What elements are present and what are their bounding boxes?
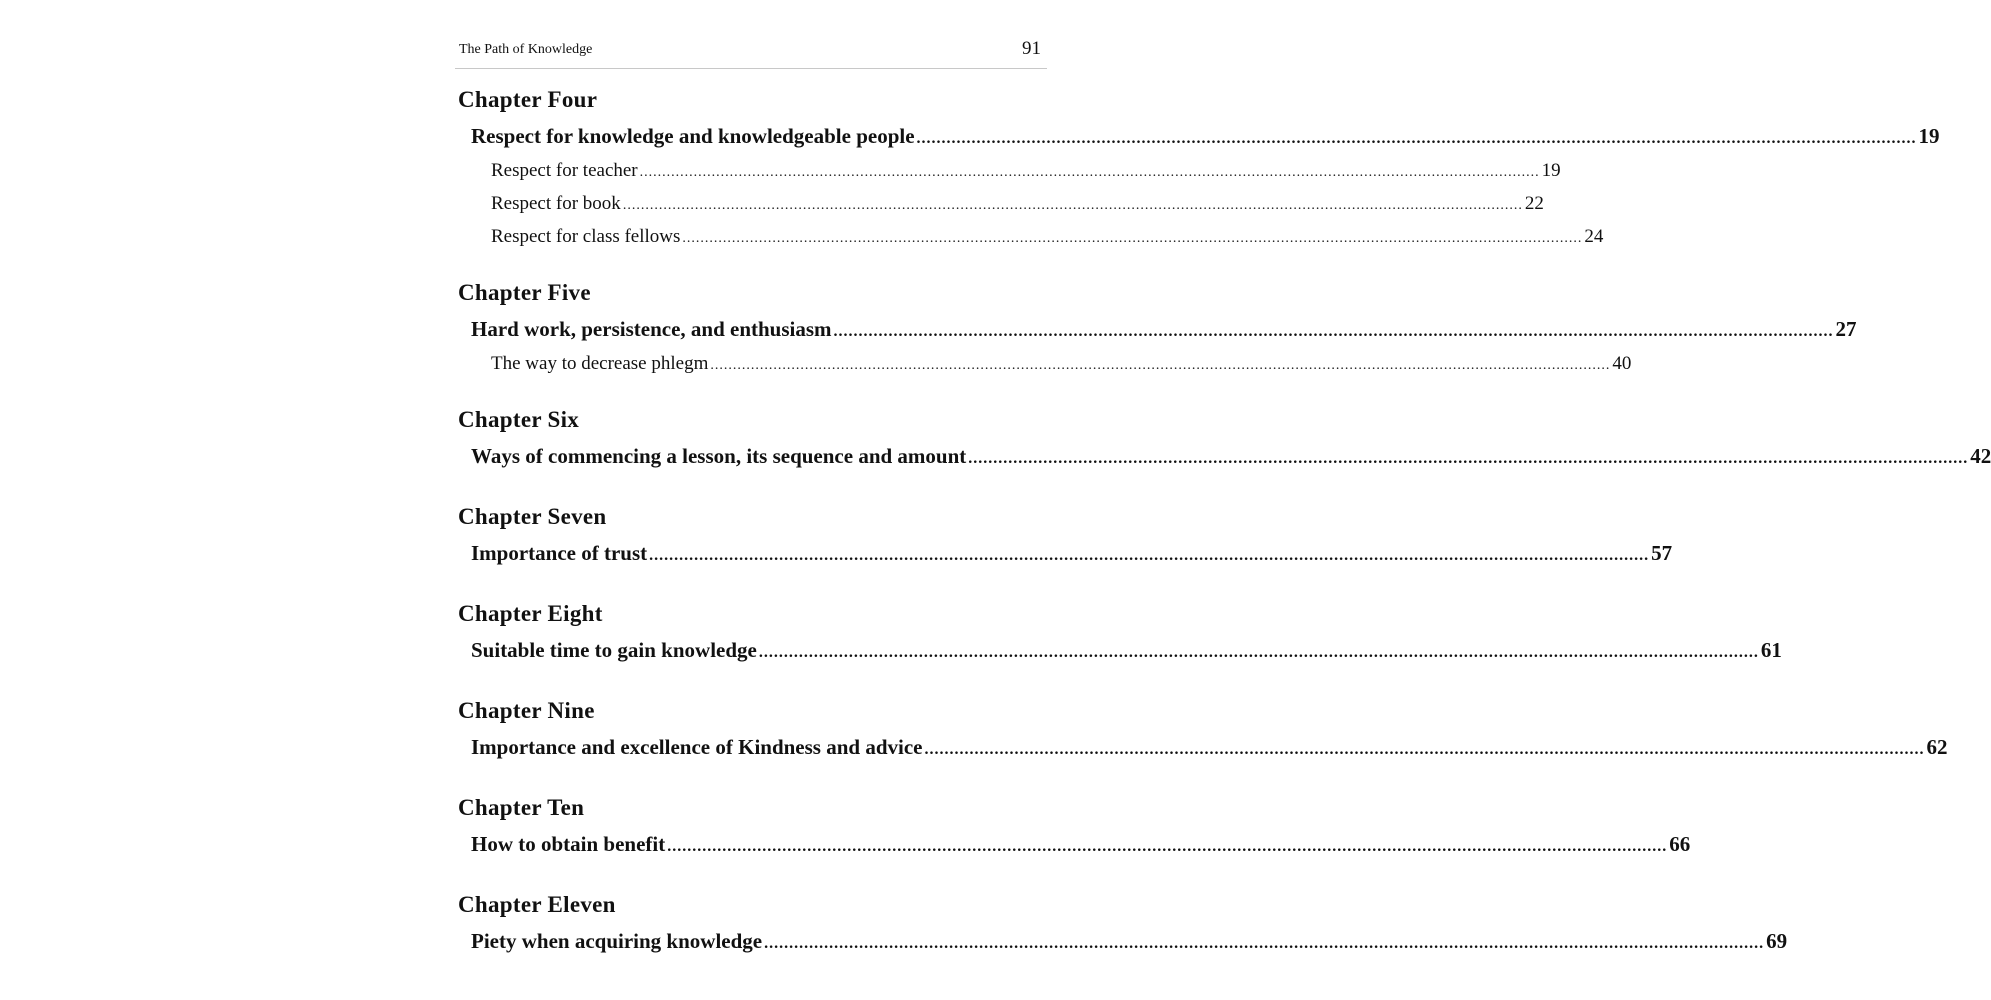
entry-title: Importance of trust [471, 541, 648, 565]
dot-leader: ........................................................................................................................................................................................................ [622, 198, 1523, 213]
entry-title: How to obtain benefit [471, 832, 666, 856]
chapter-seven [458, 499, 1673, 571]
entry-page: 19 [1918, 124, 1940, 148]
chapter-title: Chapter Five [458, 280, 591, 305]
dot-leader: ........................................................................................................................................................................................................ [639, 165, 1540, 180]
toc-entry[interactable] [458, 438, 1991, 474]
spacer [458, 474, 1044, 499]
subentry-page: 22 [1524, 193, 1544, 214]
running-title: The Path of Knowledge [459, 42, 593, 57]
spacer [458, 380, 1044, 402]
entry-title: Importance and excellence of Kindness and advice [471, 735, 923, 759]
dot-leader: ........................................................................................................................................................................................................ [968, 450, 1969, 467]
running-header [455, 36, 1047, 69]
page-number: 91 [1022, 38, 1041, 59]
subentry-title: Respect for book [491, 193, 621, 214]
chapter-five [458, 275, 1857, 380]
dot-leader: ........................................................................................................................................................................................................ [710, 358, 1611, 373]
chapter-title: Chapter Six [458, 407, 580, 432]
spacer [458, 571, 1044, 596]
dot-leader: ........................................................................................................................................................................................................ [682, 231, 1583, 246]
entry-title: Piety when acquiring knowledge [471, 929, 763, 953]
toc-subentry[interactable] [458, 220, 1604, 253]
spacer [458, 668, 1044, 693]
chapter-title: Chapter Eleven [458, 892, 616, 917]
toc-subentry[interactable] [458, 154, 1561, 187]
chapter-title: Chapter Eight [458, 601, 603, 626]
toc-entry[interactable] [458, 632, 1782, 668]
subentry-page: 24 [1584, 226, 1604, 247]
toc-entry[interactable] [458, 826, 1691, 862]
entry-title: Suitable time to gain knowledge [471, 638, 757, 662]
entry-page: 62 [1926, 735, 1948, 759]
toc-entry[interactable] [458, 535, 1673, 571]
toc-entry[interactable] [458, 118, 1940, 154]
dot-leader: ........................................................................................................................................................................................................ [916, 130, 1917, 147]
spacer [458, 253, 1044, 275]
entry-title: Ways of commencing a lesson, its sequence and amount [471, 444, 967, 468]
chapter-title: Chapter Four [458, 87, 598, 112]
entry-title: Hard work, persistence, and enthusiasm [471, 317, 832, 341]
subentry-title: The way to decrease phlegm [491, 353, 709, 374]
subentry-page: 19 [1541, 160, 1561, 181]
dot-leader: ........................................................................................................................................................................................................ [924, 741, 1925, 758]
toc-subentry[interactable] [458, 347, 1632, 380]
book-page [455, 0, 1991, 1000]
entry-page: 57 [1651, 541, 1673, 565]
table-of-contents [458, 82, 1991, 959]
spacer [458, 862, 1044, 887]
chapter-title: Chapter Nine [458, 698, 595, 723]
toc-entry[interactable] [458, 729, 1948, 765]
subentry-title: Respect for class fellows [491, 226, 681, 247]
dot-leader: ........................................................................................................................................................................................................ [649, 547, 1650, 564]
dot-leader: ........................................................................................................................................................................................................ [758, 644, 1759, 661]
dot-leader: ........................................................................................................................................................................................................ [667, 838, 1668, 855]
toc-entry[interactable] [458, 311, 1857, 347]
entry-page: 66 [1669, 832, 1691, 856]
chapter-six [458, 402, 1991, 474]
entry-title: Respect for knowledge and knowledgeable people [471, 124, 915, 148]
chapter-title: Chapter Ten [458, 795, 585, 820]
entry-page: 27 [1835, 317, 1857, 341]
dot-leader: ........................................................................................................................................................................................................ [833, 323, 1834, 340]
chapter-title: Chapter Seven [458, 504, 607, 529]
spacer [458, 765, 1044, 790]
chapter-nine [458, 693, 1948, 765]
dot-leader: ........................................................................................................................................................................................................ [764, 935, 1765, 952]
toc-entry[interactable] [458, 923, 1788, 959]
chapter-eleven [458, 887, 1788, 959]
entry-page: 42 [1970, 444, 1991, 468]
subentry-page: 40 [1612, 353, 1632, 374]
chapter-four [458, 82, 1940, 253]
subentry-title: Respect for teacher [491, 160, 638, 181]
chapter-eight [458, 596, 1782, 668]
entry-page: 69 [1766, 929, 1788, 953]
entry-page: 61 [1760, 638, 1782, 662]
chapter-ten [458, 790, 1691, 862]
toc-subentry[interactable] [458, 187, 1544, 220]
